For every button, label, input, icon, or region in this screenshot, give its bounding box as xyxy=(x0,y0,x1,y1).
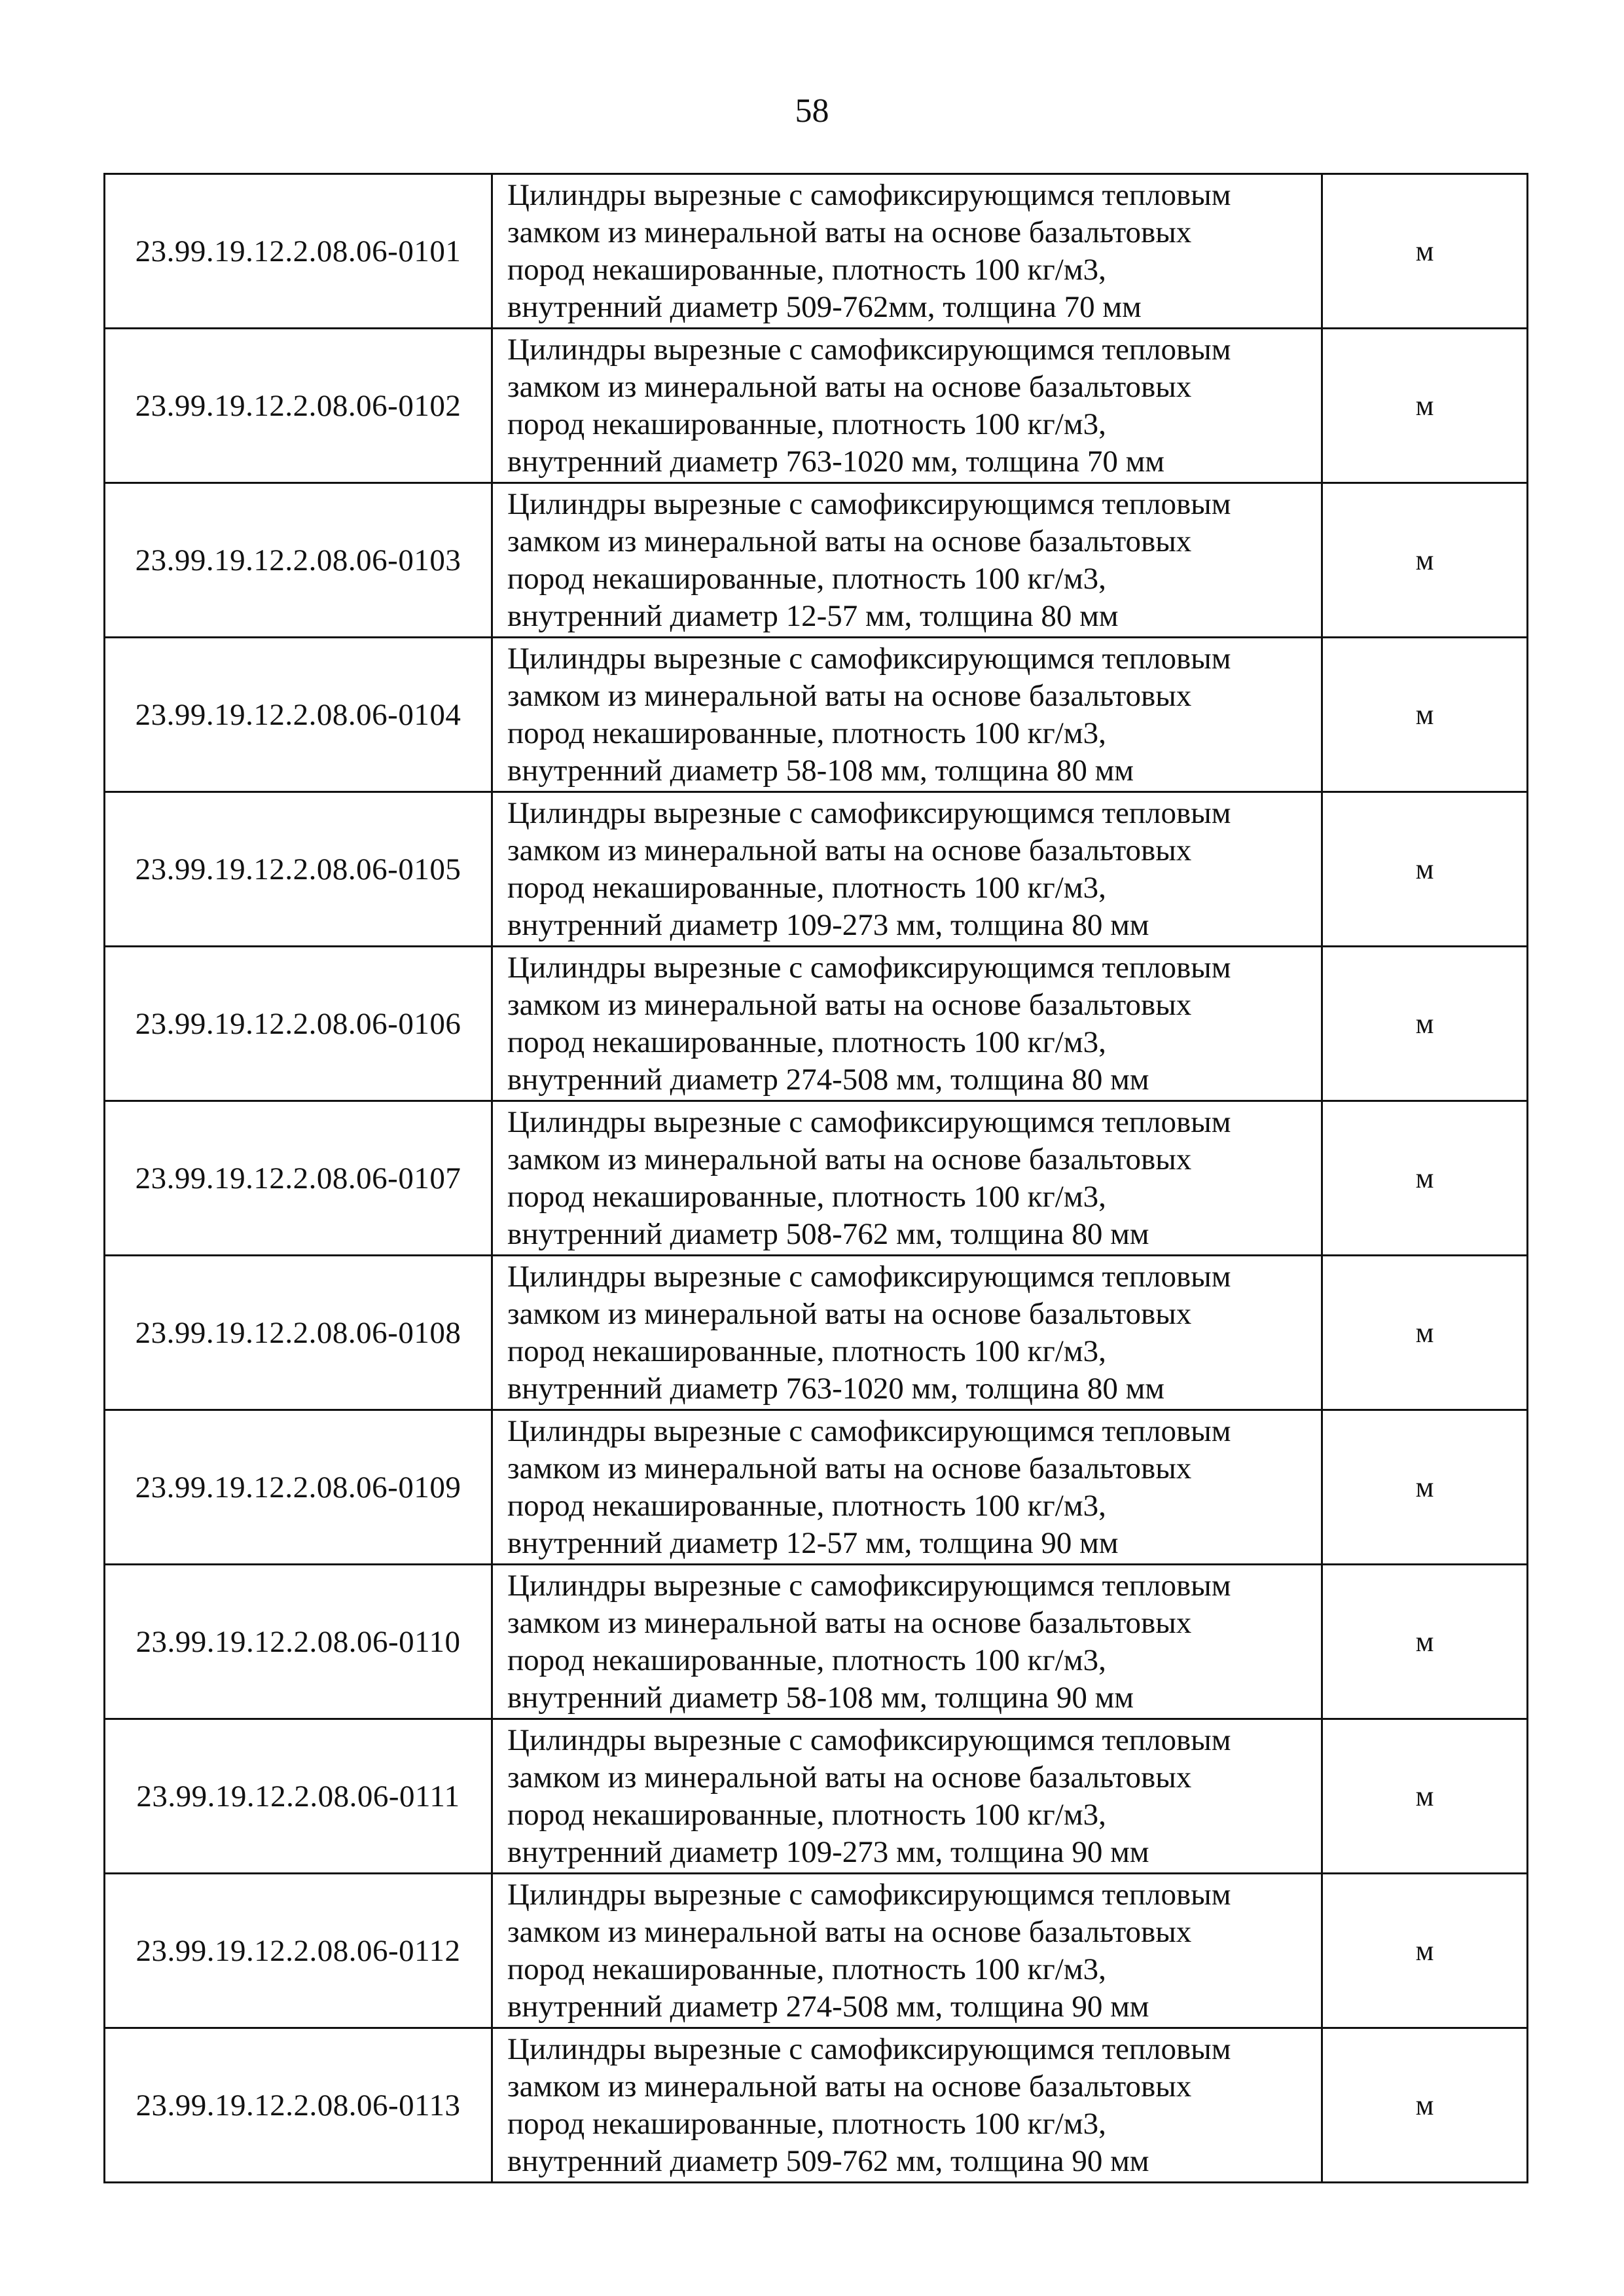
unit-cell: м xyxy=(1322,638,1528,792)
description-line: замком из минеральной ваты на основе базальтовых xyxy=(507,215,1192,249)
materials-table xyxy=(103,173,1528,2183)
resource-code-cell: 23.99.19.12.2.08.06-0107 xyxy=(105,1101,492,1256)
description-line: Цилиндры вырезные с самофиксирующимся тепловым xyxy=(507,177,1231,212)
resource-code-cell: 23.99.19.12.2.08.06-0110 xyxy=(105,1565,492,1719)
description-line: пород некашированные, плотность 100 кг/м3, xyxy=(507,1179,1106,1214)
description-line: внутренний диаметр 12-57 мм, толщина 90 мм xyxy=(507,1525,1119,1560)
description-line: пород некашированные, плотность 100 кг/м3, xyxy=(507,252,1106,287)
table-row xyxy=(105,1101,1528,1256)
description-line: замком из минеральной ваты на основе базальтовых xyxy=(507,1296,1192,1331)
description-line: замком из минеральной ваты на основе базальтовых xyxy=(507,987,1192,1022)
table-row xyxy=(105,1565,1528,1719)
description-line: пород некашированные, плотность 100 кг/м3, xyxy=(507,2106,1106,2141)
table-row xyxy=(105,1410,1528,1565)
resource-description-cell xyxy=(492,792,1322,947)
unit-cell: м xyxy=(1322,1719,1528,1874)
unit-cell: м xyxy=(1322,1101,1528,1256)
unit-cell: м xyxy=(1322,1410,1528,1565)
description-line: внутренний диаметр 12-57 мм, толщина 80 мм xyxy=(507,598,1119,633)
resource-code-cell: 23.99.19.12.2.08.06-0108 xyxy=(105,1256,492,1410)
description-line: замком из минеральной ваты на основе базальтовых xyxy=(507,369,1192,404)
resource-code-cell: 23.99.19.12.2.08.06-0101 xyxy=(105,174,492,329)
table-row xyxy=(105,1256,1528,1410)
page-number: 58 xyxy=(795,92,829,130)
description-line: замком из минеральной ваты на основе базальтовых xyxy=(507,1914,1192,1949)
description-line: замком из минеральной ваты на основе базальтовых xyxy=(507,1605,1192,1640)
resource-code-cell: 23.99.19.12.2.08.06-0113 xyxy=(105,2028,492,2183)
unit-cell: м xyxy=(1322,947,1528,1101)
description-line: пород некашированные, плотность 100 кг/м3, xyxy=(507,407,1106,441)
description-line: Цилиндры вырезные с самофиксирующимся тепловым xyxy=(507,332,1231,367)
description-line: замком из минеральной ваты на основе базальтовых xyxy=(507,1142,1192,1176)
resource-code-cell: 23.99.19.12.2.08.06-0112 xyxy=(105,1874,492,2028)
description-line: замком из минеральной ваты на основе базальтовых xyxy=(507,524,1192,558)
table-row xyxy=(105,792,1528,947)
description-line: Цилиндры вырезные с самофиксирующимся тепловым xyxy=(507,486,1231,521)
unit-cell: м xyxy=(1322,1874,1528,2028)
description-line: внутренний диаметр 763-1020 мм, толщина 80 мм xyxy=(507,1371,1165,1406)
description-line: пород некашированные, плотность 100 кг/м3, xyxy=(507,1952,1106,1986)
description-line: внутренний диаметр 109-273 мм, толщина 90 мм xyxy=(507,1834,1149,1869)
table-row xyxy=(105,174,1528,329)
description-line: замком из минеральной ваты на основе базальтовых xyxy=(507,1451,1192,1485)
description-line: Цилиндры вырезные с самофиксирующимся тепловым xyxy=(507,950,1231,985)
resource-description-cell xyxy=(492,1410,1322,1565)
description-line: Цилиндры вырезные с самофиксирующимся тепловым xyxy=(507,1259,1231,1294)
resource-description-cell xyxy=(492,2028,1322,2183)
description-line: пород некашированные, плотность 100 кг/м3, xyxy=(507,1488,1106,1523)
description-line: замком из минеральной ваты на основе базальтовых xyxy=(507,678,1192,713)
resource-code-cell: 23.99.19.12.2.08.06-0102 xyxy=(105,329,492,483)
description-line: пород некашированные, плотность 100 кг/м3, xyxy=(507,1643,1106,1677)
description-line: внутренний диаметр 274-508 мм, толщина 80 мм xyxy=(507,1062,1149,1097)
description-line: пород некашированные, плотность 100 кг/м3, xyxy=(507,870,1106,905)
resource-code-cell: 23.99.19.12.2.08.06-0103 xyxy=(105,483,492,638)
description-line: внутренний диаметр 58-108 мм, толщина 80 мм xyxy=(507,753,1134,788)
resource-description-cell xyxy=(492,1101,1322,1256)
resource-description-cell xyxy=(492,947,1322,1101)
resource-code-cell: 23.99.19.12.2.08.06-0105 xyxy=(105,792,492,947)
description-line: внутренний диаметр 509-762 мм, толщина 90 мм xyxy=(507,2143,1149,2178)
table-row xyxy=(105,483,1528,638)
description-line: Цилиндры вырезные с самофиксирующимся тепловым xyxy=(507,2032,1231,2066)
description-line: Цилиндры вырезные с самофиксирующимся тепловым xyxy=(507,1104,1231,1139)
table-row xyxy=(105,1874,1528,2028)
description-line: внутренний диаметр 58-108 мм, толщина 90 мм xyxy=(507,1680,1134,1715)
resource-description-cell xyxy=(492,1719,1322,1874)
description-line: Цилиндры вырезные с самофиксирующимся тепловым xyxy=(507,1413,1231,1448)
unit-cell: м xyxy=(1322,1565,1528,1719)
description-line: внутренний диаметр 508-762 мм, толщина 80 мм xyxy=(507,1216,1149,1251)
description-line: внутренний диаметр 274-508 мм, толщина 90 мм xyxy=(507,1989,1149,2024)
description-line: внутренний диаметр 763-1020 мм, толщина 70 мм xyxy=(507,444,1165,479)
description-line: пород некашированные, плотность 100 кг/м3, xyxy=(507,1025,1106,1059)
description-line: внутренний диаметр 509-762мм, толщина 70 мм xyxy=(507,289,1142,324)
description-line: Цилиндры вырезные с самофиксирующимся тепловым xyxy=(507,795,1231,830)
resource-code-cell: 23.99.19.12.2.08.06-0111 xyxy=(105,1719,492,1874)
resource-description-cell xyxy=(492,638,1322,792)
resource-code-cell: 23.99.19.12.2.08.06-0109 xyxy=(105,1410,492,1565)
resource-code-cell: 23.99.19.12.2.08.06-0106 xyxy=(105,947,492,1101)
resource-description-cell xyxy=(492,1874,1322,2028)
description-line: пород некашированные, плотность 100 кг/м3, xyxy=(507,1334,1106,1368)
unit-cell: м xyxy=(1322,329,1528,483)
description-line: замком из минеральной ваты на основе базальтовых xyxy=(507,1760,1192,1795)
description-line: пород некашированные, плотность 100 кг/м3, xyxy=(507,561,1106,596)
description-line: пород некашированные, плотность 100 кг/м3, xyxy=(507,716,1106,750)
unit-cell: м xyxy=(1322,174,1528,329)
resource-description-cell xyxy=(492,1565,1322,1719)
description-line: пород некашированные, плотность 100 кг/м3, xyxy=(507,1797,1106,1832)
table-row xyxy=(105,1719,1528,1874)
table-row xyxy=(105,2028,1528,2183)
description-line: Цилиндры вырезные с самофиксирующимся тепловым xyxy=(507,641,1231,676)
table-row xyxy=(105,947,1528,1101)
table-row xyxy=(105,638,1528,792)
unit-cell: м xyxy=(1322,483,1528,638)
description-line: замком из минеральной ваты на основе базальтовых xyxy=(507,833,1192,867)
materials-table-body xyxy=(105,174,1528,2183)
description-line: внутренний диаметр 109-273 мм, толщина 80 мм xyxy=(507,907,1149,942)
description-line: Цилиндры вырезные с самофиксирующимся тепловым xyxy=(507,1568,1231,1603)
description-line: Цилиндры вырезные с самофиксирующимся тепловым xyxy=(507,1722,1231,1757)
description-line: Цилиндры вырезные с самофиксирующимся тепловым xyxy=(507,1877,1231,1912)
resource-description-cell xyxy=(492,483,1322,638)
resource-code-cell: 23.99.19.12.2.08.06-0104 xyxy=(105,638,492,792)
description-line: замком из минеральной ваты на основе базальтовых xyxy=(507,2069,1192,2104)
resource-description-cell xyxy=(492,174,1322,329)
resource-description-cell xyxy=(492,329,1322,483)
unit-cell: м xyxy=(1322,1256,1528,1410)
unit-cell: м xyxy=(1322,792,1528,947)
resource-description-cell xyxy=(492,1256,1322,1410)
table-row xyxy=(105,329,1528,483)
unit-cell: м xyxy=(1322,2028,1528,2183)
